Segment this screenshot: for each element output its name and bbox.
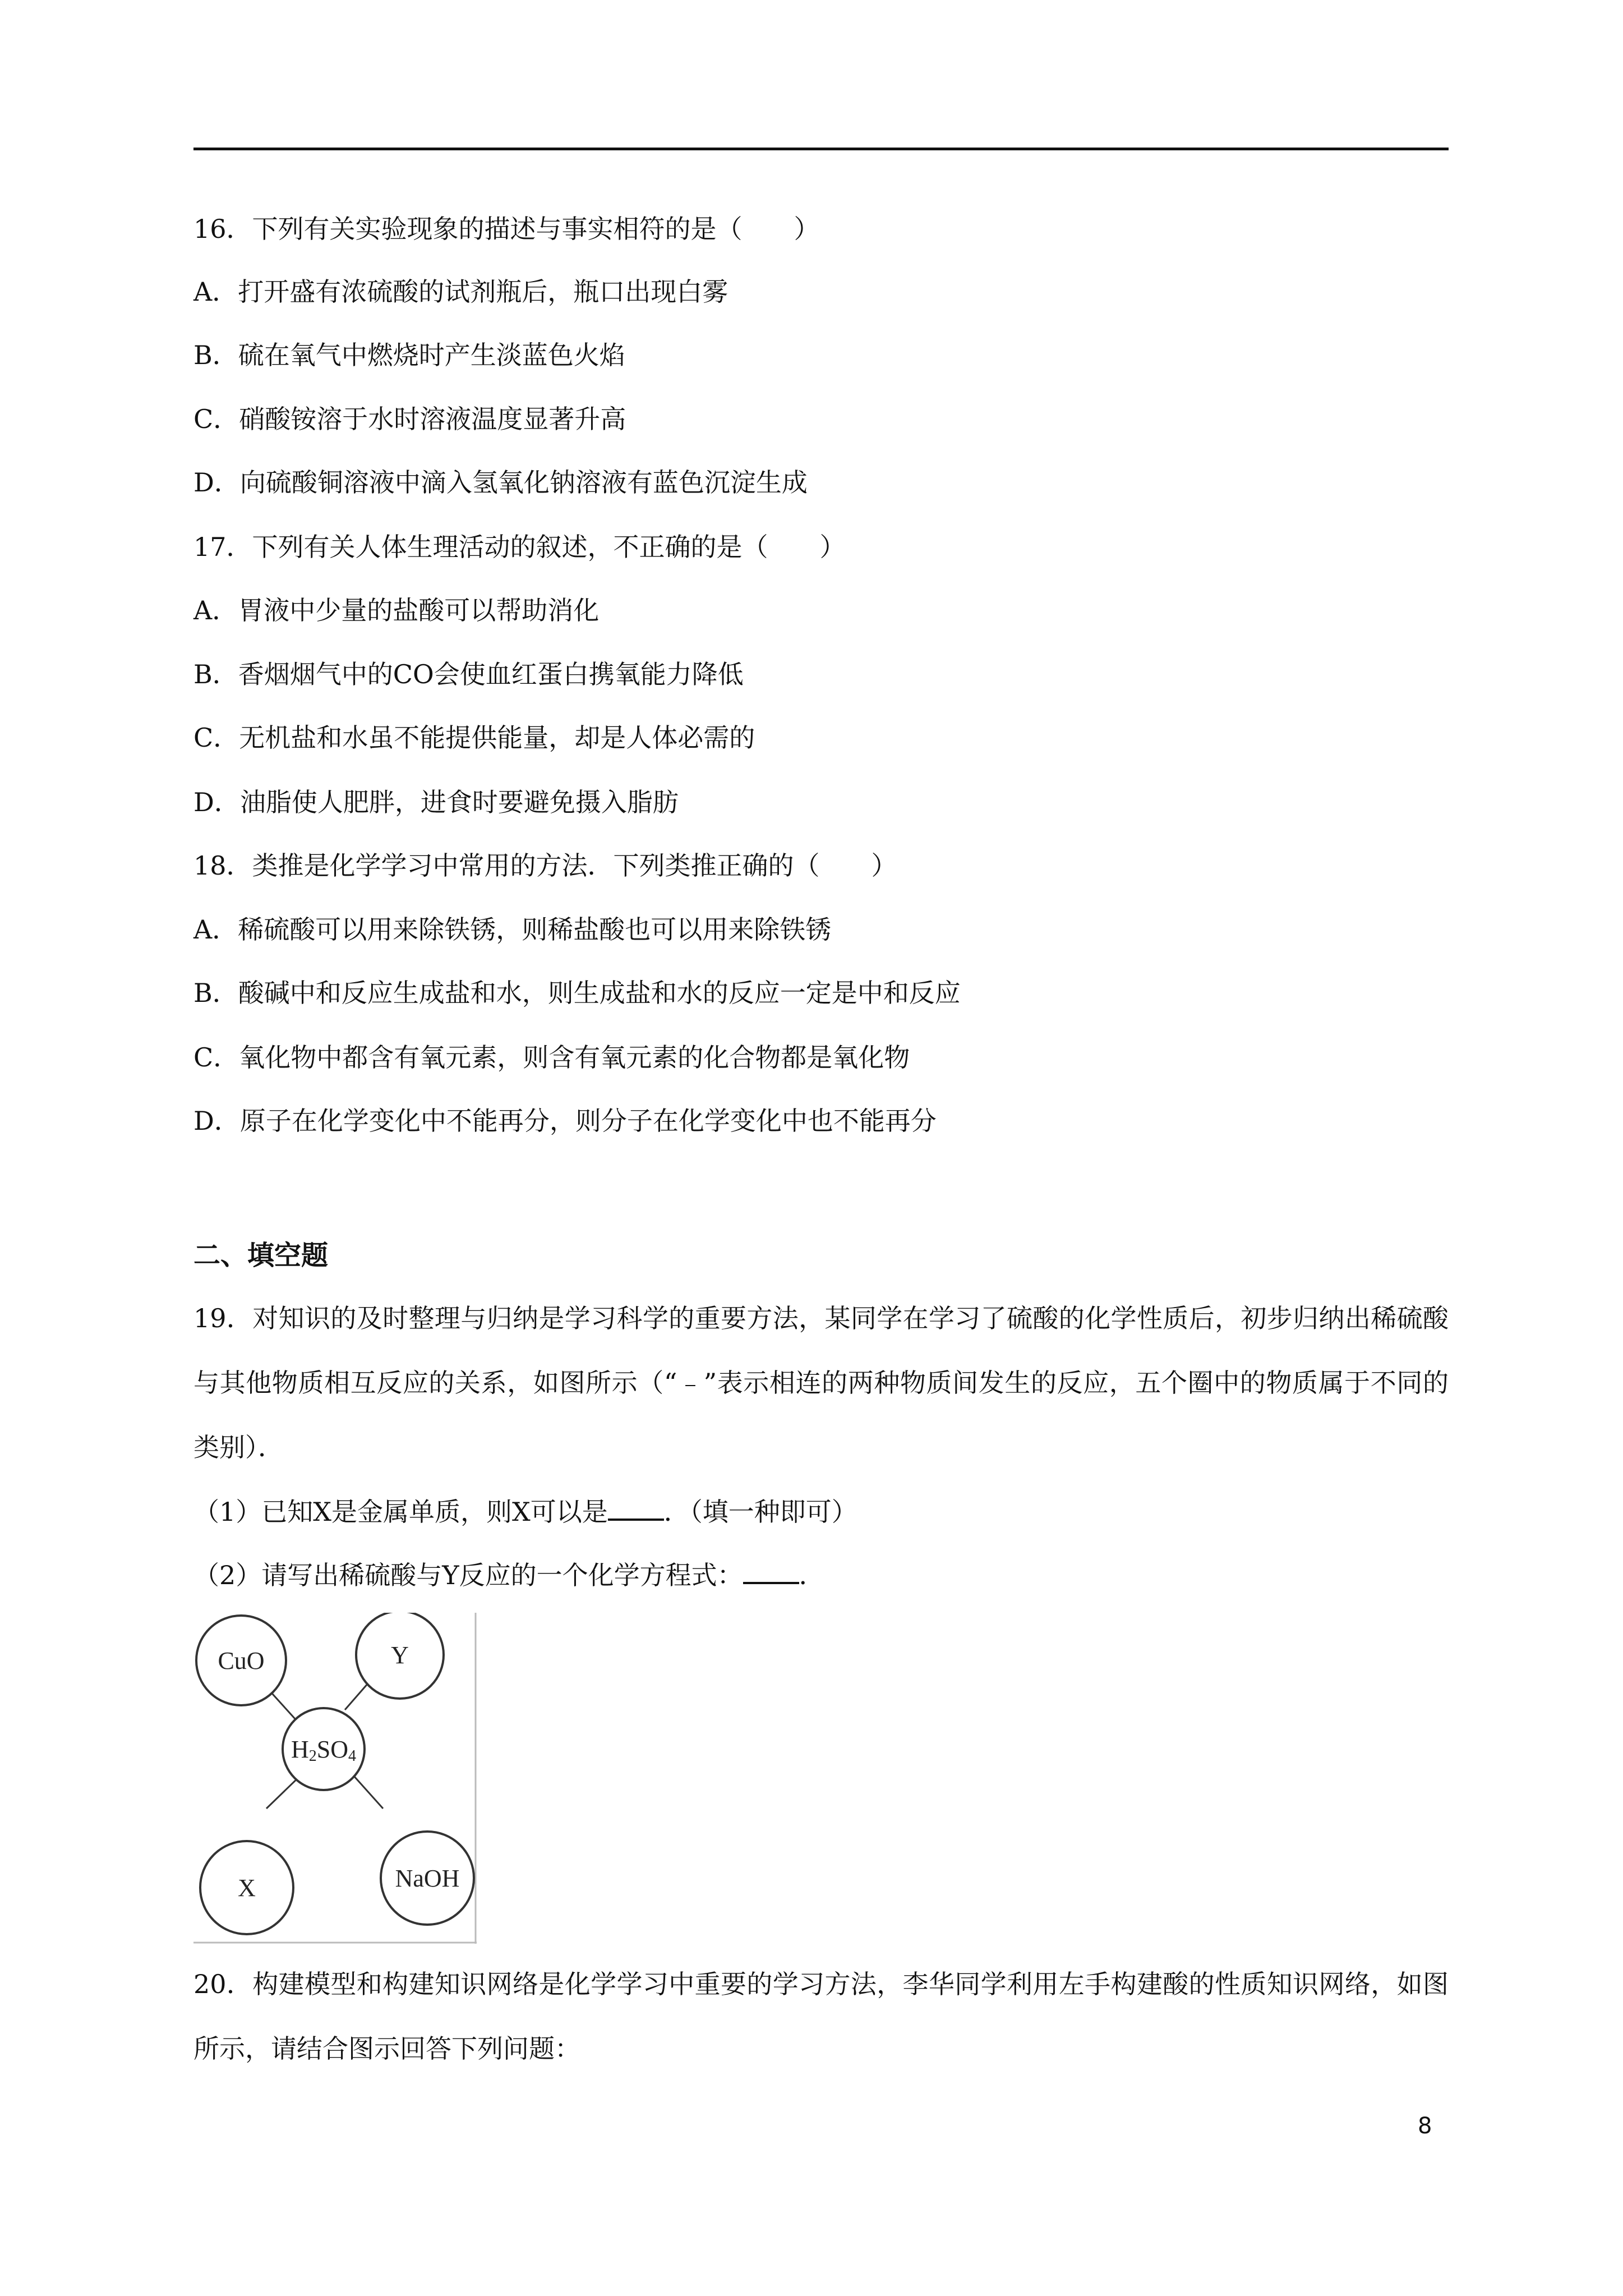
question-18-option-d: D．原子在化学变化中不能再分，则分子在化学变化中也不能再分 (193, 1106, 937, 1136)
question-19-sub2-text: （2）请写出稀硫酸与Y反应的一个化学方程式： (193, 1560, 743, 1590)
node-y-label: Y (391, 1641, 409, 1669)
question-18-option-a: A．稀硫酸可以用来除铁锈，则稀盐酸也可以用来除铁锈 (193, 914, 832, 945)
question-19-sub1-text: （1）已知X是金属单质，则X可以是 (193, 1497, 608, 1527)
question-19-sub2-suffix: ． (799, 1560, 825, 1590)
question-20-stem: 20．构建模型和构建知识网络是化学学习中重要的学习方法，李华同学利用左手构建酸的性质知识网络，如图所示，请结合图示回答下列问题： (193, 1969, 1449, 2064)
question-17-option-c: C．无机盐和水虽不能提供能量，却是人体必需的 (193, 723, 755, 753)
node-x-label: X (238, 1874, 256, 1902)
question-19-sub1-suffix: ．（填一种即可） (663, 1497, 857, 1527)
node-h2so4-label: H2SO4 (291, 1736, 357, 1765)
node-naoh-label: NaOH (395, 1865, 460, 1892)
question-16-option-d: D．向硫酸铜溶液中滴入氢氧化钠溶液有蓝色沉淀生成 (193, 467, 808, 498)
question-18-option-b: B．酸碱中和反应生成盐和水，则生成盐和水的反应一定是中和反应 (193, 978, 961, 1008)
question-19-stem: 19．对知识的及时整理与归纳是学习科学的重要方法，某同学在学习了硫酸的化学性质后，初步归纳出稀硫酸与其他物质相互反应的关系，如图所示（“﹣”表示相连的两种物质间发生的反应，五个圈中的物质属于不同的类别）． (193, 1303, 1449, 1462)
question-19-sub1 (193, 1495, 857, 1529)
question-17-option-d: D．油脂使人肥胖，进食时要避免摄入脂肪 (193, 787, 679, 817)
header-rule (193, 148, 1449, 150)
question-18-option-c: C．氧化物中都含有氧元素，则含有氧元素的化合物都是氧化物 (193, 1042, 910, 1073)
question-16-option-a: A．打开盛有浓硫酸的试剂瓶后，瓶口出现白雾 (193, 277, 728, 307)
section-title-fill-in: 二、填空题 (193, 1240, 329, 1271)
sulfuric-acid-reaction-diagram (193, 1613, 477, 1944)
edge-naoh (354, 1776, 383, 1809)
question-18-stem: 18．类推是化学学习中常用的方法．下列类推正确的（ ） (193, 850, 897, 881)
question-17-option-a: A．胃液中少量的盐酸可以帮助消化 (193, 595, 600, 625)
question-19-sub2 (193, 1558, 825, 1592)
question-16-stem: 16．下列有关实验现象的描述与事实相符的是（ ） (193, 214, 820, 244)
answer-blank-2[interactable] (743, 1582, 799, 1584)
question-16-option-b: B．硫在氧气中燃烧时产生淡蓝色火焰 (193, 340, 625, 370)
question-17-stem: 17．下列有关人体生理活动的叙述，不正确的是（ ） (193, 532, 846, 562)
page-number: 8 (1418, 2113, 1432, 2139)
edge-x (266, 1776, 300, 1809)
node-cuo-label: CuO (218, 1647, 265, 1674)
answer-blank-1[interactable] (608, 1519, 664, 1521)
question-17-option-b: B．香烟烟气中的CO会使血红蛋白携氧能力降低 (193, 659, 744, 689)
question-16-option-c: C．硝酸铵溶于水时溶液温度显著升高 (193, 404, 626, 434)
